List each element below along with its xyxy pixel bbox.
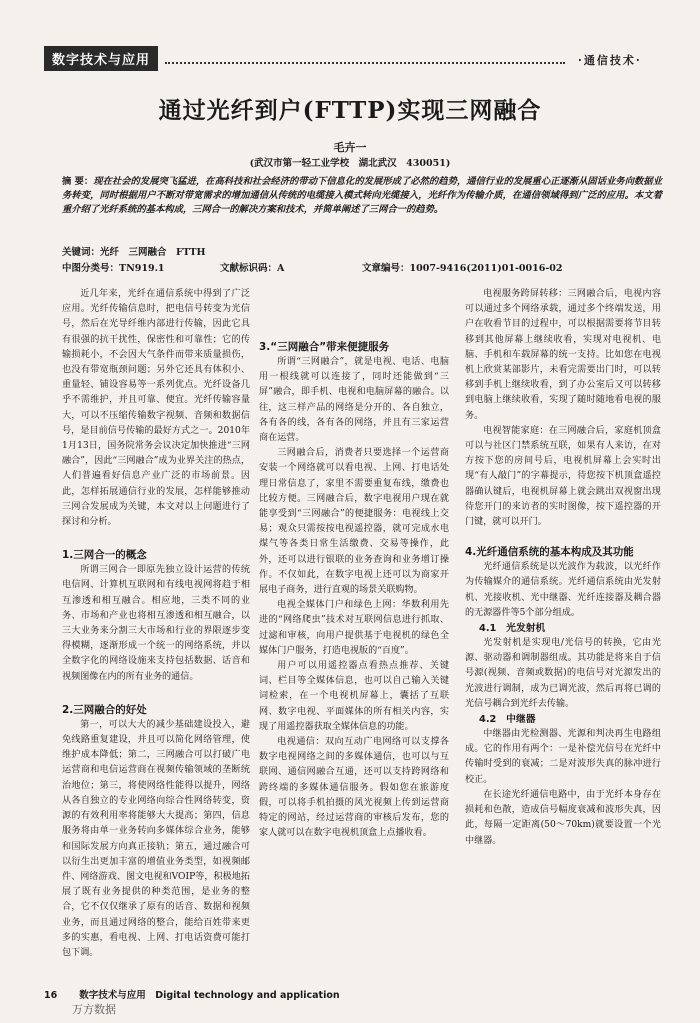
section-3-paragraph-6: 电视服务跨屏转移：三网融合后，电视内容可以通过多个网络承载，通过多个终端发送，用户在收看节目的过程中，可以根据需要将节目转移到其他屏幕上继续收看，实现对电视机、电脑、手机和车载屏幕的统一支持。比如您在电视机上欣赏某部影片，未看完需要出门时，可以转移到手机上继续收看，到了办公室后又可以转移到电脑上继续收看，实现了随时随地看电视的服务。 [465,289,661,421]
section-heading-2: 2.三网融合的好处 [62,703,147,716]
clc-number: 中图分类号：TN919.1 [62,263,165,274]
author-affiliation: (武汉市第一轻工业学校 湖北武汉 430051) [249,158,451,169]
subsection-4-1-paragraph: 光发射机是实现电/光信号的转换，它由光源、驱动器和调制器组成。其功能是将来自于信号源(视频、音频或数据)的电信号对光源发出的光波进行调制，成为已调光波，然后再将已调的光信号耦合到光纤去传输。 [465,638,661,709]
page-footer [44,987,340,1001]
journal-category: ·通信技术· [578,54,642,67]
section-heading-1: 1.三网合一的概念 [62,549,147,562]
abstract-label: 摘 要： [62,176,94,187]
article-author: 毛卉一 [333,141,367,154]
keywords [62,244,206,258]
abstract [62,175,662,217]
section-3-paragraph-1: 所谓“三网融合”，就是电视、电话、电脑用一根线就可以连接了，同时还能做到“三屏”融合，即手机、电视和电脑屏幕的融合。以往，这三样产品的网络是分开的、各自独立，各有各的线，各有各的网络，并且有三家运营商在运营。 [259,357,449,444]
section-tag: 数字技术与应用 [44,46,158,71]
keywords-label: 关键词： [62,247,101,258]
header-divider [165,62,565,64]
article-title: 通过光纤到户(FTTP)实现三网融合 [158,97,542,124]
section-3-paragraph-2: 三网融合后，消费者只要选择一个运营商安装一个网络就可以看电视、上网、打电话处理日常信息了，家里不需要重复布线，缴费也比较方便。三网融合后，数字电视用户现在就能享受到“三网融合”的便捷服务：电视线上交易；观众只需按按电视遥控器，就可完成水电煤气等各类日常生活缴费、交易等操作，此外，还可以进行银联的业务查询和业务增订操作。不仅如此，在数字电视上还可以为商家开展电子商务，进行直观的场景关联购物。 [259,448,449,596]
section-4-paragraph: 光纤通信系统是以光波作为载波，以光纤作为传输媒介的通信系统。光纤通信系统由光发射机、光接收机、光中继器、光纤连接器及耦合器的无源器件等5个部分组成。 [465,562,661,618]
subsection-heading-4-1: 4.1 光发射机 [479,623,546,635]
watermark: 万方数据 [72,1003,116,1016]
keywords-text: 光纤 三网融合 FTTH [100,247,206,258]
body-column-1 [62,287,250,961]
section-heading-3: 3.“三网融合”带来便捷服务 [259,341,390,353]
footer-journal: 数字技术与应用 Digital technology and application [79,990,340,1001]
page-number: 16 [44,990,58,1001]
body-column-2 [259,287,449,842]
section-1-paragraph: 所谓三网合一即原先独立设计运营的传统电信网、计算机互联网和有线电视网将趋于相互渗透和相互融合。相应地，三类不同的业务、市场和产业也将相互渗透和相互融合，以三大业务来分割三大市场和行业的界限逐步变得模糊，逐渐形成一个统一的网络系统，并以全数字化的网络设施来支持包括数据、话音和视频图像在内的所有业务的通信。 [62,565,250,682]
section-3-paragraph-4: 用户可以用遥控器点看热点推荐、关键词、栏目等全媒体信息，也可以自己输入关键词检索，在一个电视机屏幕上，囊括了互联网、数字电视、平面媒体的所有相关内容，实现了用遥控器获取全媒体信息的功能。 [259,661,449,732]
section-2-paragraph: 第一，可以大大的减少基础建设投入，避免线路重复建设，并且可以简化网络管理，使维护成本降低；第二，三网融合可以打破广电运营商和电信运营商在视频传输领域的垄断统治地位；第三，将使网络性能得以提升，网络从各自独立的专业网络向综合性网络转变，资源的有效利用率将能够大大提高；第四，信息服务将由单一业务转向多媒体综合业务，能够和国际发展方向真正接轨；第五，通过融合可以衍生出更加丰富的增值业务类型，如视频邮件、网络游戏、图文电视和VOIP等，积极地拓展了既有业务提供的种类范围，是业务的整合，它不仅仅继承了原有的话音、数据和视频业务，而且通过网络的整合，能给百姓带来更多的实惠，看电视、上网、打电话资费可能打包下调。 [62,719,250,958]
section-heading-4: 4.光纤通信系统的基本构成及其功能 [465,546,634,559]
section-3-paragraph-7: 电视智能家庭：在三网融合后，家庭机顶盒可以与社区门禁系统互联，如果有人来访，在对方按下您的房间号后，电视机屏幕上会实时出现“有人敲门”的字幕提示，待您按下机顶盒遥控器确认键后，电视机屏幕上就会跳出双视窗出现待您开门的来访者的实时图像，按下遥控器的开门键，就可以开门。 [465,425,661,528]
document-code: 文献标识码：A [220,263,285,274]
section-3-paragraph-5: 电视通信：双向互动广电网络可以支撑各数字电视网络之间的多媒体通信，也可以与互联网、通信网融合互通，还可以支持跨网络和跨终端的多媒体通信服务。假如您在旅游度假，可以将手机拍摄的风光视频上传到运营商特定的网站，经过运营商的审核后发布，您的家人就可以在数字电视机顶盒上点播收看。 [259,737,449,839]
abstract-text: 现在社会的发展突飞猛进，在高科技和社会经济的带动下信息化的发展形成了必然的趋势，通信行业的发展重心正逐渐从固话业务向数据业务转变，同时根据用户不断对带宽需求的增加通信从传统的电缆接入模式转向光缆接入，光纤作为传输介质，在通信领域得到广泛的应用。本文着重介绍了光纤系统的基本构成，三网合一的解决方案和技术，并简单阐述了三网合一的趋势。 [62,176,662,215]
intro-paragraph: 近几年来，光纤在通信系统中得到了广泛应用。光纤传输信息时，把电信号转变为光信号，然后在光导纤维内部进行传输，因此它具有很强的抗干扰性，保密性和可靠性；它的传输损耗小，不会因大气条件而带来质量损伤，也没有带宽瓶颈问题；另外它还具有体积小、重量轻、铺设容易等一系列优点。光纤设备几乎不需维护，并且可靠、便宜。光纤传输容量大，可以不压缩传输数字视频、音频和数据信号，是目前信号传输的最好方式之一。2010年1月13日，国务院常务会议决定加快推进“三网融合”，因此“三网融合”成为业界关注的热点，人们普遍看好信息产业广泛的市场前景。因此，怎样拓展通信行业的发展，怎样能够推动三网合发展成为关键，本文对以上问题进行了探讨和分析。 [62,289,250,528]
subsection-4-2-paragraph-2: 在长途光纤通信电路中，由于光纤本身存在损耗和色散，造成信号幅度衰减和波形失真，因此，每隔一定距离(50～70km)就要设置一个光中继器。 [465,789,661,846]
subsection-heading-4-2: 4.2 中继器 [479,714,536,726]
article-number: 文章编号：1007-9416(2011)01-0016-02 [362,263,563,274]
body-column-3 [465,287,661,849]
section-3-paragraph-3: 电视全媒体门户和绿色上网：华数利用先进的“网络爬虫”技术对互联网信息进行抓取、过滤和审核，向用户提供基于电视机的绿色全媒体门户服务，打造电视版的“百度”。 [259,600,449,656]
subsection-4-2-paragraph-1: 中继器由光检测器、光源和判决再生电路组成。它的作用有两个：一是补偿光信号在光纤中传输时受到的衰减；二是对波形失真的脉冲进行校正。 [465,729,661,785]
